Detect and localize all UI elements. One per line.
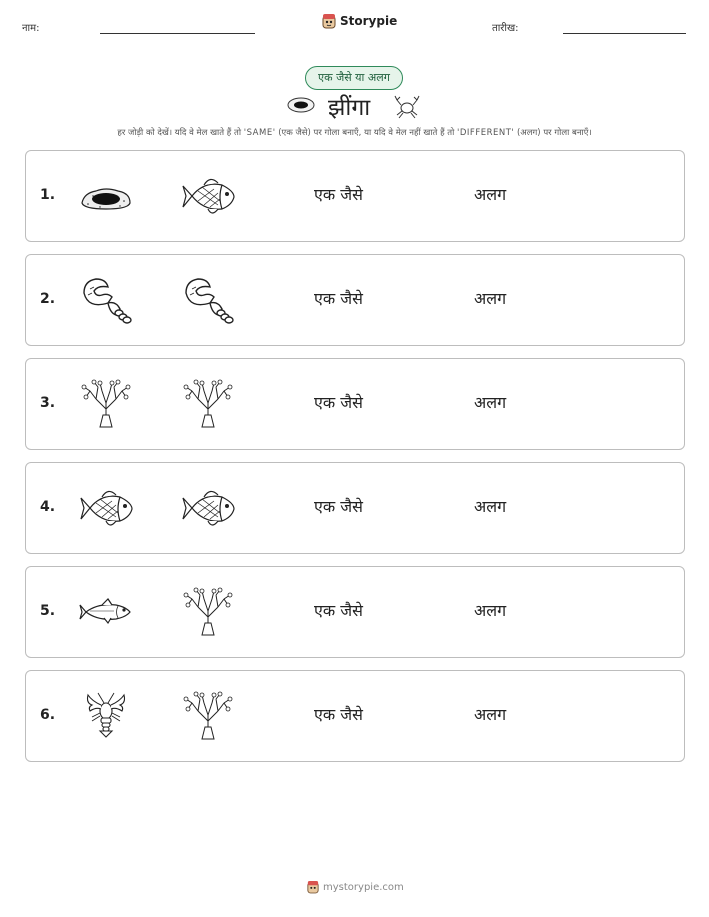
- instructions-text-2: (एक जैसे) पर गोला बनाएँ, या यदि वे मेल नहीं खाते हैं तो: [275, 128, 458, 138]
- fish-icon: [78, 483, 134, 533]
- lobster-icon: [78, 691, 134, 741]
- rock-icon: [287, 96, 315, 114]
- pie-mascot-icon: [307, 880, 319, 894]
- option-different[interactable]: अलग: [474, 601, 507, 620]
- option-different[interactable]: अलग: [474, 393, 507, 412]
- option-different[interactable]: अलग: [474, 289, 507, 308]
- title-row: [0, 90, 709, 122]
- instructions-text-3: (अलग) पर गोला बनाएँ।: [514, 128, 592, 138]
- footer-url: mystorypie.com: [323, 881, 404, 893]
- footer: [307, 880, 404, 894]
- question-number: 1.: [40, 187, 56, 203]
- option-different[interactable]: अलग: [474, 705, 507, 724]
- brand-name: Storypie: [340, 14, 398, 28]
- fish-icon: [180, 171, 236, 221]
- question-row: [25, 254, 685, 346]
- claw-icon: [78, 275, 134, 325]
- question-number: 3.: [40, 395, 56, 411]
- question-number: 2.: [40, 291, 56, 307]
- coral-icon: [180, 587, 236, 637]
- instructions-text-1: हर जोड़ी को देखें। यदि वे मेल खाते हैं तो: [117, 128, 244, 138]
- tuna-icon: [78, 587, 134, 637]
- instructions-different: 'DIFFERENT': [457, 128, 515, 138]
- question-number: 5.: [40, 603, 56, 619]
- activity-badge: एक जैसे या अलग: [305, 66, 403, 90]
- instructions: [0, 127, 709, 138]
- option-same[interactable]: एक जैसे: [314, 393, 363, 412]
- claw-icon: [180, 275, 236, 325]
- option-different[interactable]: अलग: [474, 185, 507, 204]
- coral-icon: [180, 691, 236, 741]
- question-number: 6.: [40, 707, 56, 723]
- crab-icon: [394, 92, 420, 120]
- question-row: [25, 566, 685, 658]
- option-same[interactable]: एक जैसे: [314, 289, 363, 308]
- question-row: [25, 462, 685, 554]
- date-line[interactable]: [563, 33, 686, 34]
- question-row: [25, 670, 685, 762]
- rock-icon: [78, 171, 134, 221]
- question-number: 4.: [40, 499, 56, 515]
- pie-mascot-icon: [322, 13, 336, 29]
- date-label: तारीख:: [492, 23, 519, 34]
- coral-icon: [180, 379, 236, 429]
- option-same[interactable]: एक जैसे: [314, 705, 363, 724]
- option-same[interactable]: एक जैसे: [314, 601, 363, 620]
- name-line[interactable]: [100, 33, 255, 34]
- question-row: [25, 150, 685, 242]
- question-row: [25, 358, 685, 450]
- coral-icon: [78, 379, 134, 429]
- option-different[interactable]: अलग: [474, 497, 507, 516]
- instructions-same: 'SAME': [243, 128, 276, 138]
- option-same[interactable]: एक जैसे: [314, 185, 363, 204]
- name-label: नाम:: [22, 23, 40, 34]
- option-same[interactable]: एक जैसे: [314, 497, 363, 516]
- page-title: झींगा: [328, 95, 371, 121]
- storypie-logo: [322, 13, 397, 29]
- fish-icon: [180, 483, 236, 533]
